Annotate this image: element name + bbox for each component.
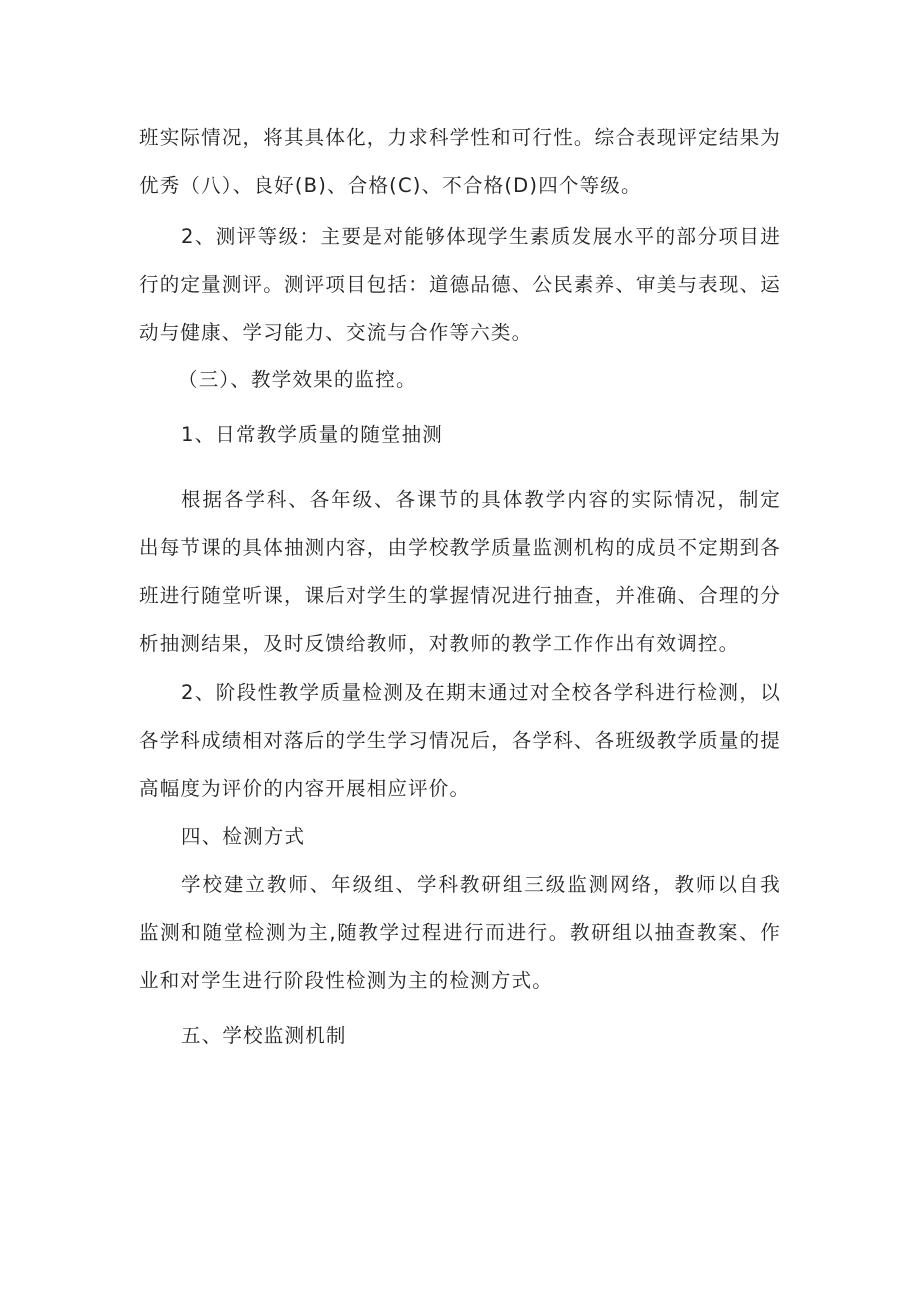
heading-teaching-effect-monitoring: （三）、教学效果的监控。: [178, 368, 417, 391]
paragraph-rating-level: 2、测评等级：主要是对能够体现学生素质发展水平的部分项目进行的定量测评。测评项目包括：道德品德、公民素养、审美与表现、运动与健康、学习能力、交流与合作等六类。: [139, 225, 781, 344]
heading-daily-quality-check: 1、日常教学质量的随堂抽测: [181, 423, 444, 446]
paragraph-detection-methods: 学校建立教师、年级组、学科教研组三级监测网络，教师以自我监测和随堂检测为主,随教学过程进行而进行。教研组以抽查教案、作业和对学生进行阶段性检测为主的检测方式。: [139, 873, 781, 992]
heading-detection-methods: 四、检测方式: [181, 825, 306, 848]
paragraph-evaluation-result: 班实际情况，将其具体化，力求科学性和可行性。综合表现评定结果为优秀（八）、良好(B)、合格(C)、不合格(D)四个等级。: [139, 126, 781, 197]
heading-school-monitoring-mechanism: 五、学校监测机制: [181, 1024, 347, 1047]
paragraph-daily-quality-check: 根据各学科、各年级、各课节的具体教学内容的实际情况，制定出每节课的具体抽测内容，由学校教学质量监测机构的成员不定期到各班进行随堂听课，课后对学生的掌握情况进行抽查，并准确、合理的分析抽测结果，及时反馈给教师，对教师的教学工作作出有效调控。: [139, 488, 781, 655]
paragraph-stage-quality-check: 2、阶段性教学质量检测及在期末通过对全校各学科进行检测，以各学科成绩相对落后的学生学习情况后，各学科、各班级教学质量的提高幅度为评价的内容开展相应评价。: [139, 681, 781, 800]
